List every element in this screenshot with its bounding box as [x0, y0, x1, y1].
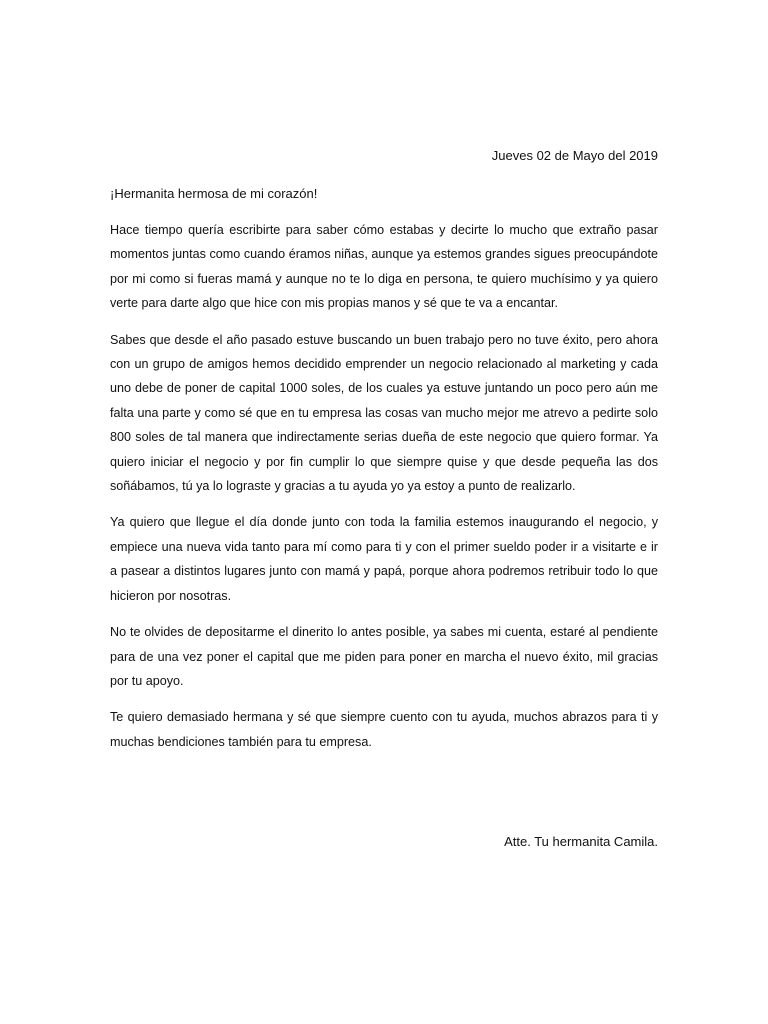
letter-greeting: ¡Hermanita hermosa de mi corazón!	[110, 186, 318, 201]
paragraph: No te olvides de depositarme el dinerito lo antes posible, ya sabes mi cuenta, estaré al pendiente para de una vez poner el capital que me piden para poner en marcha el nuevo éxito, mil gracias por tu apoyo.	[110, 625, 658, 688]
paragraph: Hace tiempo quería escribirte para saber cómo estabas y decirte lo mucho que extraño pasar momentos juntas como cuando éramos niñas, aunque ya estemos grandes sigues preocupándote por mi como si fueras mamá y aunque no te lo diga en persona, te quiero muchísimo y ya quiero verte para darte algo que hice con mis propias manos y sé que te va a encantar.	[110, 223, 658, 311]
letter-signature: Atte. Tu hermanita Camila.	[504, 834, 658, 849]
paragraph: Sabes que desde el año pasado estuve buscando un buen trabajo pero no tuve éxito, pero ahora con un grupo de amigos hemos decidido emprender un negocio relacionado al marketing y cada uno debe de poner de capital 1000 soles, de los cuales ya estuve juntando un poco pero aún me falta una parte y como sé que en tu empresa las cosas van mucho mejor me atrevo a pedirte solo 800 soles de tal manera que indirectamente serias dueña de este negocio que quiero formar. Ya quiero iniciar el negocio y por fin cumplir lo que siempre quise y que desde pequeña las dos soñábamos, tú ya lo lograste y gracias a tu ayuda yo ya estoy a punto de realizarlo.	[110, 332, 658, 494]
letter-body	[110, 218, 658, 766]
paragraph: Te quiero demasiado hermana y sé que siempre cuento con tu ayuda, muchos abrazos para ti y muchas bendiciones también para tu empresa.	[110, 710, 658, 749]
letter-date: Jueves 02 de Mayo del 2019	[491, 148, 658, 163]
paragraph: Ya quiero que llegue el día donde junto con toda la familia estemos inaugurando el negocio, y empiece una nueva vida tanto para mí como para ti y con el primer sueldo poder ir a visitarte e ir a pasear a distintos lugares junto con mamá y papá, porque ahora podremos retribuir todo lo que hicieron por nosotras.	[110, 515, 658, 603]
